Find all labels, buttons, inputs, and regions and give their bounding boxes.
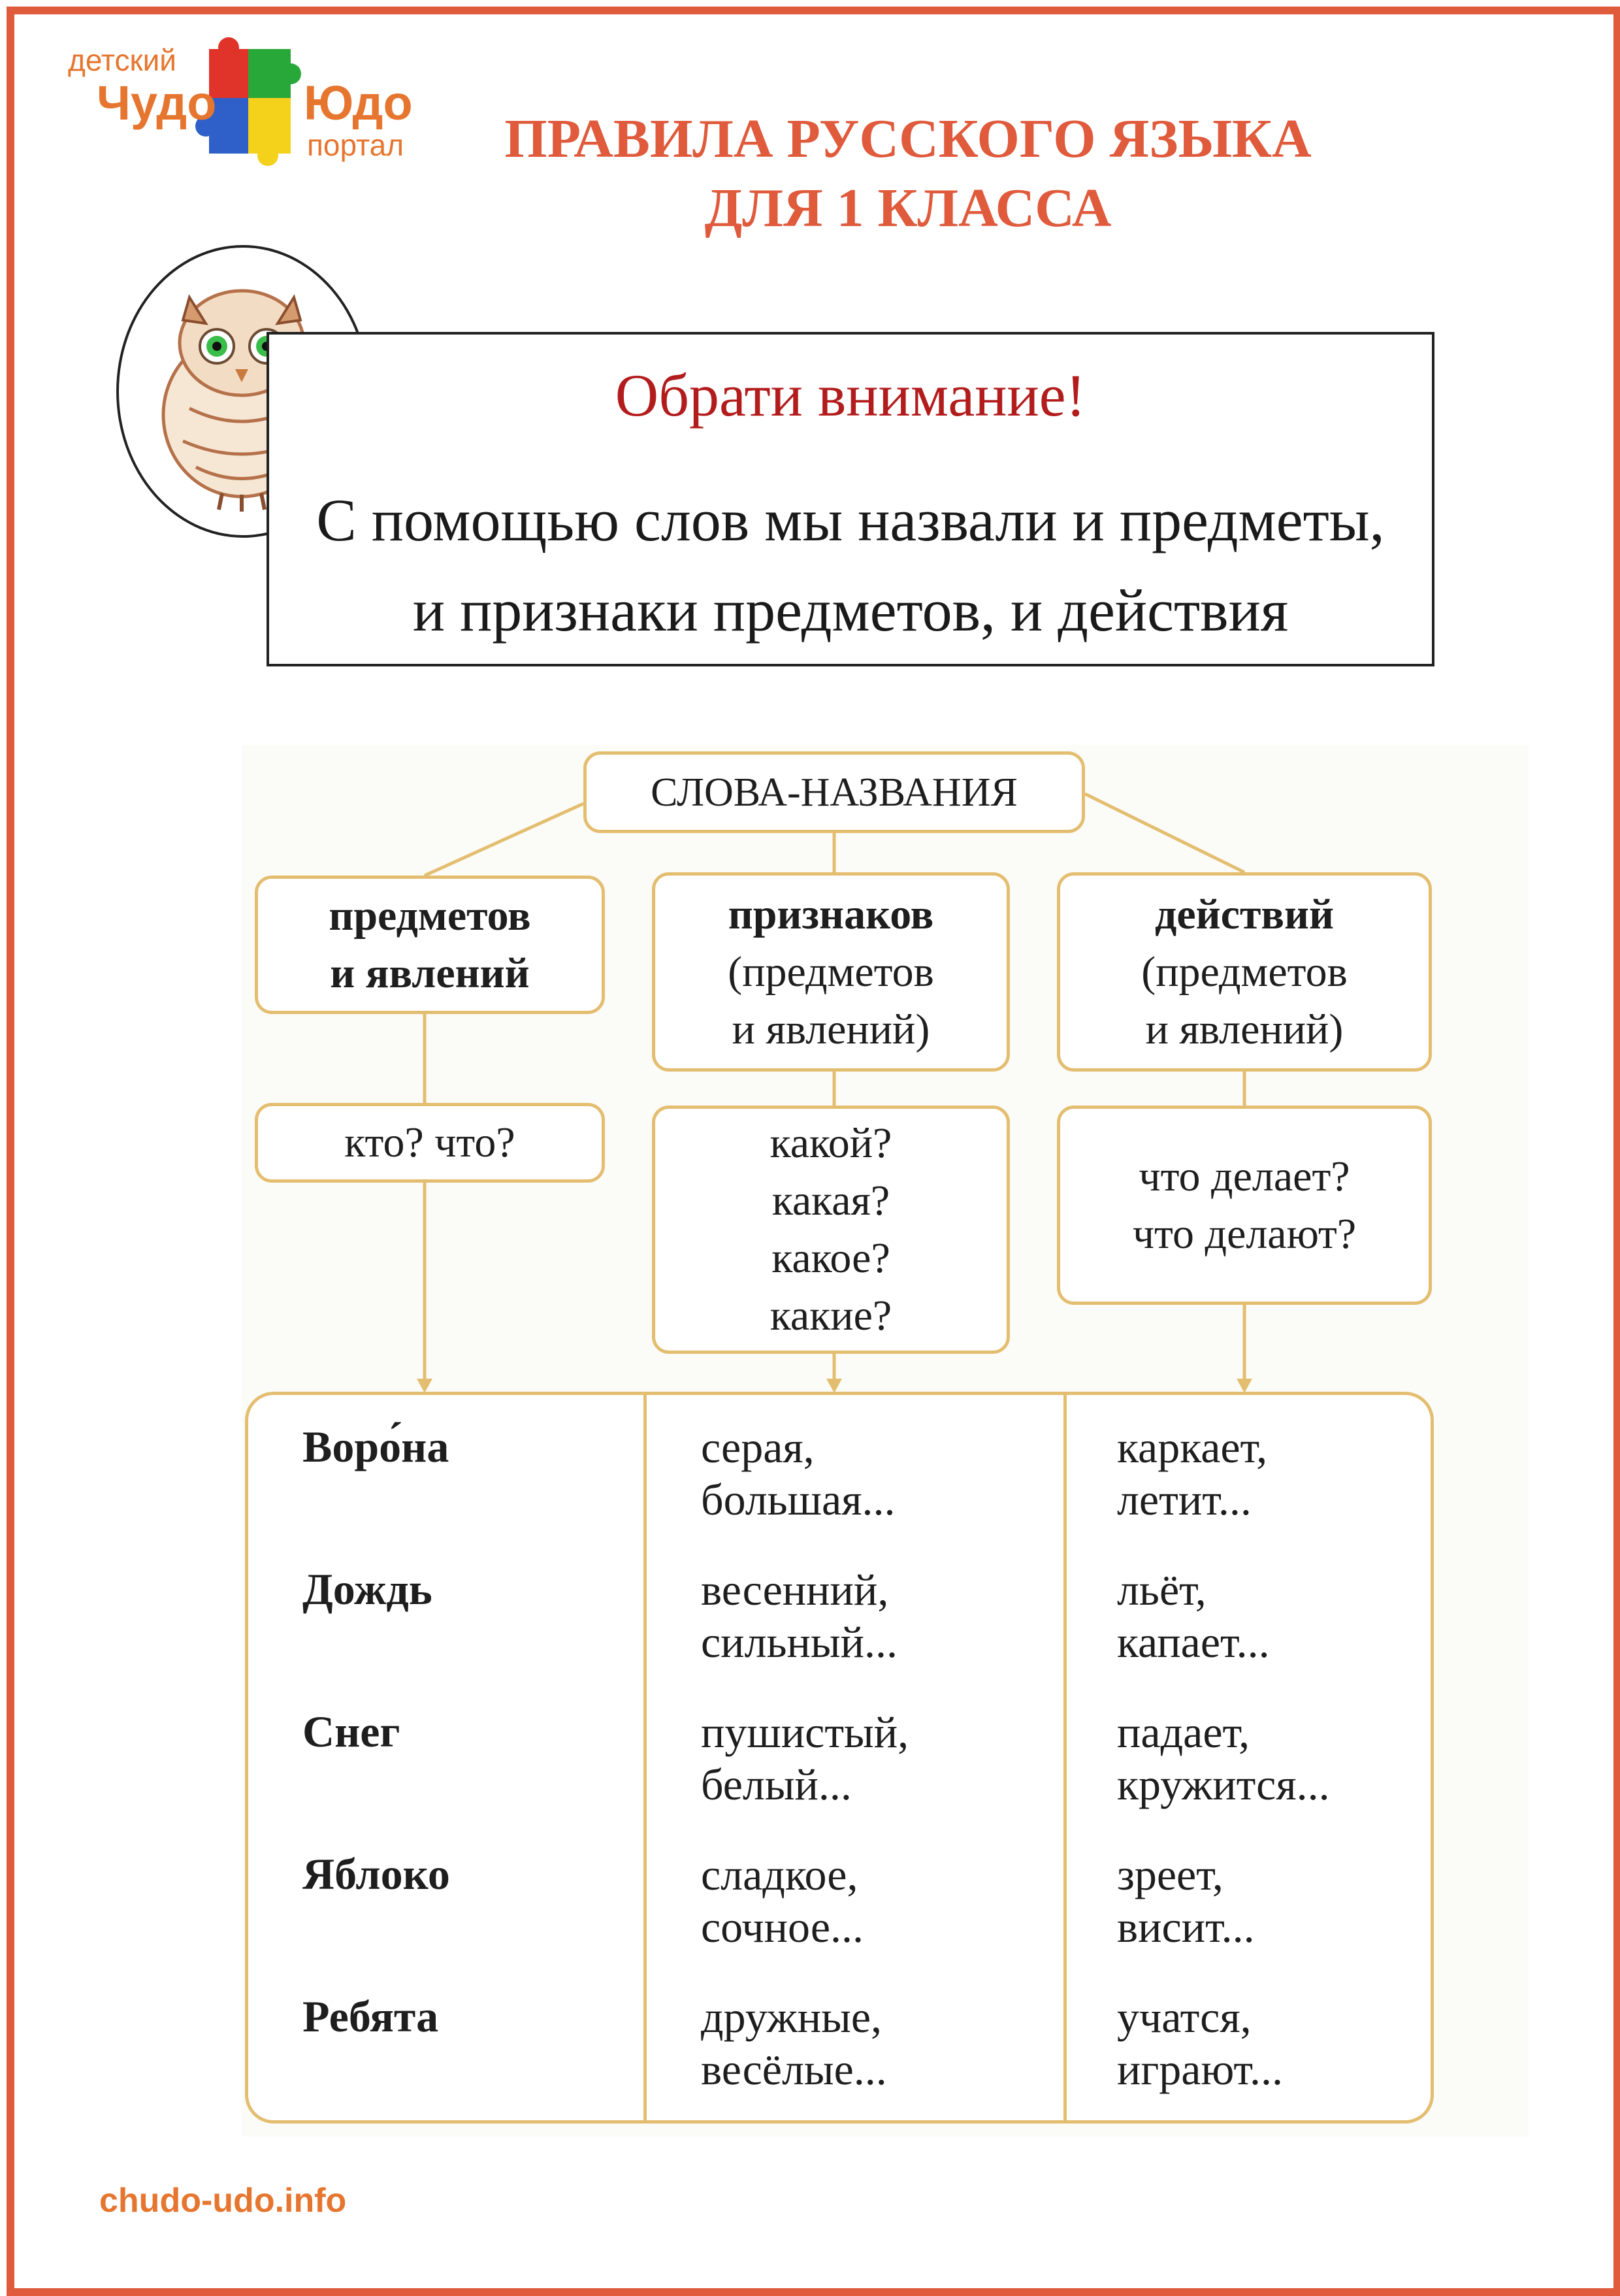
example-noun: Снег <box>302 1707 400 1756</box>
example-noun: Воро́на <box>302 1422 449 1471</box>
example-row <box>248 1822 1431 1966</box>
example-attributes <box>701 1564 898 1668</box>
questions-objects <box>255 1103 605 1183</box>
attention-heading: Обрати внимание! <box>615 362 1086 429</box>
example-row <box>248 1395 1431 1539</box>
logo[interactable] <box>65 36 431 167</box>
example-row <box>248 1965 1431 2108</box>
questions-attributes-line-2: какая? <box>771 1177 890 1224</box>
logo-top-text: детский <box>68 43 176 77</box>
example-row <box>248 1537 1431 1681</box>
logo-bottom-text: портал <box>307 128 404 162</box>
category-objects-line-1: предметов <box>329 892 531 940</box>
examples-table <box>245 1392 1434 2124</box>
attention-line-1: С помощью слов мы назвали и предметы, <box>316 487 1385 553</box>
example-noun: Дождь <box>302 1564 432 1614</box>
example-attribute-2: сильный... <box>701 1617 898 1667</box>
example-actions <box>1117 1421 1267 1526</box>
category-actions <box>1057 872 1432 1072</box>
example-attribute-1: весенний, <box>701 1565 889 1615</box>
example-attribute-2: сочное... <box>701 1902 864 1952</box>
example-actions <box>1117 1991 1283 2095</box>
example-attributes <box>701 1706 909 1811</box>
logo-right-text: Юдо <box>304 76 413 130</box>
questions-attributes-line-4: какие? <box>770 1292 892 1339</box>
category-objects <box>255 876 605 1014</box>
example-row <box>248 1680 1431 1824</box>
example-action-1: зреет, <box>1117 1850 1223 1899</box>
questions-actions-line-2: что делают? <box>1132 1209 1357 1258</box>
example-attributes <box>701 1848 864 1953</box>
example-action-1: каркает, <box>1117 1422 1268 1472</box>
attention-text <box>269 475 1432 655</box>
example-action-2: капает... <box>1117 1617 1270 1667</box>
title-line-2: ДЛЯ 1 КЛАССА <box>704 178 1112 238</box>
attention-line-2: и признаки предметов, и действия <box>412 577 1289 644</box>
example-attributes <box>701 1421 895 1526</box>
category-actions-line-1: действий <box>1154 890 1335 938</box>
questions-actions <box>1057 1106 1432 1305</box>
example-action-1: учатся, <box>1117 1992 1252 2042</box>
title-line-1: ПРАВИЛА РУССКОГО ЯЗЫКА <box>504 108 1312 169</box>
questions-attributes-line-1: какой? <box>770 1119 892 1167</box>
category-attributes-line-1: признаков <box>728 890 934 938</box>
example-attribute-2: большая... <box>701 1475 896 1524</box>
example-action-1: падает, <box>1117 1707 1250 1757</box>
example-actions <box>1117 1706 1330 1811</box>
questions-attributes <box>652 1106 1010 1354</box>
attention-callout <box>267 332 1434 666</box>
example-attribute-1: серая, <box>701 1422 815 1472</box>
example-noun: Яблоко <box>302 1849 450 1899</box>
example-attribute-2: белый... <box>701 1760 852 1809</box>
root-node <box>583 751 1085 833</box>
category-attributes-line-3: и явлений) <box>732 1005 930 1053</box>
page-title <box>392 105 1424 243</box>
logo-left-text: Чудо <box>97 76 217 130</box>
example-action-2: кружится... <box>1117 1760 1330 1809</box>
category-attributes-line-2: (предметов <box>728 947 934 996</box>
example-attribute-1: пушистый, <box>701 1707 909 1757</box>
footer-site-link[interactable]: chudo-udo.info <box>99 2182 347 2220</box>
category-actions-line-3: и явлений) <box>1145 1005 1344 1053</box>
example-actions <box>1117 1848 1255 1953</box>
example-noun: Ребята <box>302 1992 439 2041</box>
example-action-2: летит... <box>1117 1475 1252 1524</box>
category-actions-line-2: (предметов <box>1141 947 1348 996</box>
root-label: СЛОВА-НАЗВАНИЯ <box>651 770 1018 815</box>
example-action-2: висит... <box>1117 1902 1255 1952</box>
example-action-2: играют... <box>1117 2044 1283 2094</box>
example-attribute-2: весёлые... <box>701 2044 887 2094</box>
questions-objects-line-1: кто? что? <box>344 1119 515 1166</box>
example-attribute-1: сладкое, <box>701 1850 858 1899</box>
example-attributes <box>701 1991 887 2095</box>
example-actions <box>1117 1564 1270 1668</box>
category-attributes <box>652 872 1010 1072</box>
example-action-1: льёт, <box>1117 1565 1207 1615</box>
questions-actions-line-1: что делает? <box>1139 1152 1350 1200</box>
questions-attributes-line-3: какое? <box>771 1234 890 1282</box>
example-attribute-1: дружные, <box>701 1992 883 2042</box>
category-objects-line-2: и явлений <box>330 949 530 997</box>
